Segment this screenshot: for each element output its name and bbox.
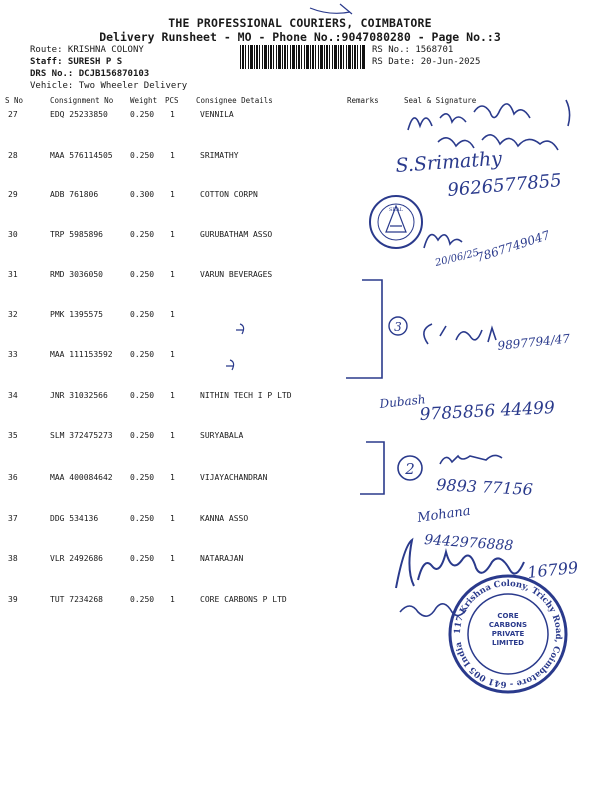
seal-stamp-row-30-text: SEAL: [388, 207, 404, 213]
row-weight: 0.250: [130, 473, 155, 482]
tick-row-32: [236, 324, 244, 334]
row-consignment: MAA 576114505: [50, 151, 113, 160]
row-weight: 0.250: [130, 350, 155, 359]
row-sno: 38: [8, 554, 18, 563]
row-sno: 37: [8, 514, 18, 523]
row-consignee: NITHIN TECH I P LTD: [200, 391, 292, 400]
row-sno: 27: [8, 110, 18, 119]
col-header-consignment: Consignment No: [50, 96, 114, 105]
col-header-remarks: Remarks: [347, 96, 379, 105]
route-label: Route: KRISHNA COLONY: [30, 45, 144, 55]
row-consignment: PMK 1395575: [50, 310, 103, 319]
row-weight: 0.250: [130, 151, 155, 160]
row-consignee: SRIMATHY: [200, 151, 239, 160]
group-1-number: 3: [394, 320, 402, 334]
col-header-seal: Seal & Signature: [404, 96, 477, 105]
phone-group-1: 9897794/47: [496, 331, 571, 353]
row-consignee: CORE CARBONS P LTD: [200, 595, 287, 604]
row-pcs: 1: [170, 473, 175, 482]
row-weight: 0.250: [130, 514, 155, 523]
signature-row-37: Mohana: [416, 503, 472, 526]
date-row-30: 20/06/25: [434, 247, 481, 269]
row-weight: 0.250: [130, 230, 155, 239]
row-sno: 31: [8, 270, 18, 279]
row-sno: 29: [8, 190, 18, 199]
runsheet-subtitle: Delivery Runsheet - MO - Phone No.:9047080280 - Page No.:3: [99, 30, 501, 44]
row-consignee: KANNA ASSO: [200, 514, 249, 523]
phone-group-2: 9893 77156: [435, 475, 534, 500]
row-consignment: JNR 31032566: [50, 391, 108, 400]
group-2-number: 2: [405, 460, 415, 478]
phone-row-34: 9785856 44499: [419, 397, 556, 425]
row-pcs: 1: [170, 554, 175, 563]
drs-number: DRS No.: DCJB156870103: [30, 69, 150, 79]
col-header-weight: Weight: [130, 96, 158, 105]
signature-group-1: [424, 324, 496, 344]
row-pcs: 1: [170, 110, 175, 119]
staff-label: Staff: SURESH P S: [30, 57, 123, 67]
company-stamp: [450, 576, 566, 692]
row-consignee: NATARAJAN: [200, 554, 244, 563]
row-weight: 0.250: [130, 310, 155, 319]
row-pcs: 1: [170, 151, 175, 160]
corner-scribble: [310, 4, 352, 14]
row-consignment: RMD 3036050: [50, 270, 103, 279]
row-weight: 0.250: [130, 595, 155, 604]
row-pcs: 1: [170, 230, 175, 239]
row-consignment: TUT 7234268: [50, 595, 103, 604]
row-consignment: TRP 5985896: [50, 230, 103, 239]
bracket-group-1: [346, 280, 382, 378]
row-sno: 34: [8, 391, 18, 400]
phone-row-38: 16799: [526, 557, 580, 582]
row-consignee: SURYABALA: [200, 431, 244, 440]
row-consignment: DDG 534136: [50, 514, 99, 523]
row-weight: 0.250: [130, 554, 155, 563]
phone-row-28: 9626577855: [446, 170, 563, 201]
phone-row-37: 9442976888: [423, 532, 514, 555]
row-pcs: 1: [170, 431, 175, 440]
company-title: THE PROFESSIONAL COURIERS, COIMBATORE: [168, 16, 432, 30]
signature-row-28: S.Srimathy: [394, 147, 503, 177]
row-pcs: 1: [170, 514, 175, 523]
row-consignee: VENNILA: [200, 110, 234, 119]
row-sno: 39: [8, 595, 18, 604]
row-consignment: MAA 400084642: [50, 473, 113, 482]
row-pcs: 1: [170, 350, 175, 359]
row-weight: 0.250: [130, 110, 155, 119]
row-consignee: COTTON CORPN: [200, 190, 258, 199]
row-consignment: EDQ 25233850: [50, 110, 108, 119]
row-pcs: 1: [170, 310, 175, 319]
row-consignment: MAA 111153592: [50, 350, 113, 359]
row-sno: 36: [8, 473, 18, 482]
vehicle-label: Vehicle: Two Wheeler Delivery: [30, 81, 188, 91]
signature-group-2: [440, 455, 502, 464]
row-consignment: ADB 761806: [50, 190, 99, 199]
row-sno: 28: [8, 151, 18, 160]
rs-number: RS No.: 1568701: [372, 45, 454, 55]
row-pcs: 1: [170, 391, 175, 400]
tick-row-33: [226, 360, 234, 370]
seal-stamp-row-30: [370, 196, 422, 248]
row-weight: 0.250: [130, 431, 155, 440]
row-pcs: 1: [170, 270, 175, 279]
row-consignee: VIJAYACHANDRAN: [200, 473, 268, 482]
row-consignee: GURUBATHAM ASSO: [200, 230, 273, 239]
col-header-consignee: Consignee Details: [196, 96, 273, 105]
row-weight: 0.250: [130, 391, 155, 400]
row-sno: 35: [8, 431, 18, 440]
signature-row-27: [408, 100, 570, 150]
phone-row-30: 7867749047: [474, 227, 552, 265]
row-consignee: VARUN BEVERAGES: [200, 270, 273, 279]
signature-row-30: [424, 235, 462, 248]
row-sno: 30: [8, 230, 18, 239]
col-header-pcs: PCS: [165, 96, 179, 105]
row-consignment: VLR 2492686: [50, 554, 103, 563]
row-sno: 32: [8, 310, 18, 319]
row-consignment: SLM 372475273: [50, 431, 113, 440]
row-sno: 33: [8, 350, 18, 359]
row-pcs: 1: [170, 595, 175, 604]
company-stamp-address: 117 Krishna Colony, Trichy Road, Coimbatore - 641 005 India: [452, 578, 564, 690]
row-weight: 0.250: [130, 270, 155, 279]
col-header-sno: S No: [5, 96, 24, 105]
bracket-group-2: [360, 442, 384, 494]
rs-date: RS Date: 20-Jun-2025: [372, 57, 481, 67]
company-stamp-center: CORE CARBONS PRIVATE LIMITED: [488, 612, 528, 647]
row-weight: 0.300: [130, 190, 155, 199]
signature-row-34: Dubash: [378, 392, 427, 411]
row-pcs: 1: [170, 190, 175, 199]
